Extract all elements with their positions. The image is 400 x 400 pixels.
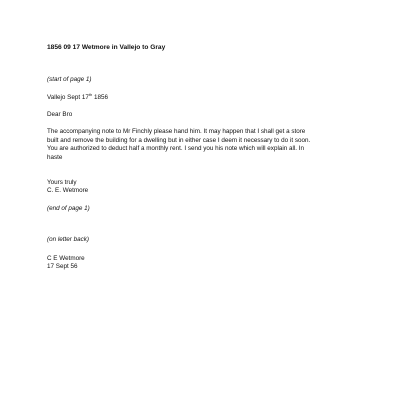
- salutation: Dear Bro: [47, 111, 73, 118]
- page-end-marker: (end of page 1): [47, 205, 90, 212]
- back-name: C E Wetmore: [47, 255, 85, 262]
- closing: Yours truly: [47, 179, 77, 186]
- letter-date: [47, 91, 109, 103]
- signature: C. E. Wetmore: [47, 187, 89, 194]
- page-start-marker: (start of page 1): [47, 76, 92, 83]
- body-line: haste: [47, 153, 63, 161]
- body-line: You are authorized to deduct half a monthly rent. I send you his note which will explain all. In: [47, 145, 305, 153]
- back-date: 17 Sept 56: [47, 263, 78, 270]
- letter-date-year: 1856: [92, 94, 109, 101]
- letter-date-suffix: th: [88, 91, 93, 97]
- body-line: The accompanying note to Mr Finchly please hand him. It may happen that I shall get a store: [47, 128, 306, 135]
- letter-back-marker: (on letter back): [47, 236, 89, 243]
- document-title: 1856 09 17 Wetmore in Vallejo to Gray: [47, 44, 166, 51]
- letter-date-place: Vallejo Sept 17: [47, 94, 89, 101]
- body-line: built and remove the building for a dwelling but in either case I deem it necessary to do it soon.: [47, 136, 311, 144]
- letter-body: [47, 128, 359, 162]
